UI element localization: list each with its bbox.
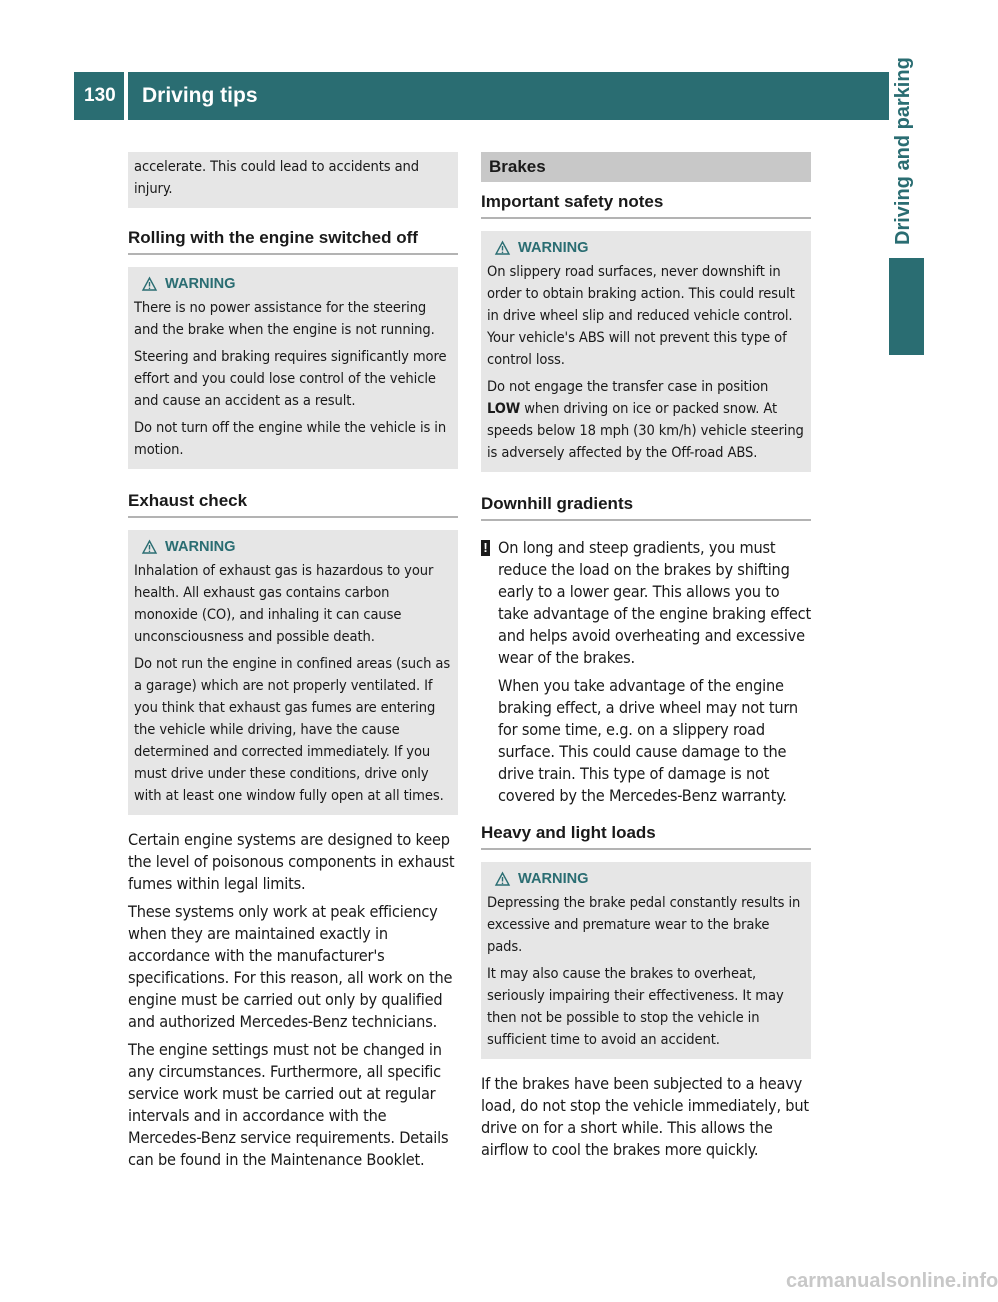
warning-text: On slippery road surfaces, never downshift in order to obtain braking action. This could result in drive wheel slip and reduced vehicle control. Your vehicle's ABS will not prevent this type of control loss. bbox=[487, 263, 795, 368]
warning-header bbox=[487, 868, 805, 890]
heading-safety-notes: Important safety notes bbox=[481, 192, 811, 219]
warning-triangle-icon bbox=[142, 540, 157, 554]
warning-header bbox=[134, 273, 452, 295]
warning-label: WARNING bbox=[165, 539, 236, 555]
warning-box-brakes bbox=[481, 231, 811, 472]
heading-downhill: Downhill gradients bbox=[481, 494, 811, 521]
section-tab-label: Driving and parking bbox=[892, 57, 914, 245]
loads-body bbox=[481, 1073, 811, 1161]
warning-text: Do not run the engine in confined areas (such as a garage) which are not properly ventilated. If you think that exhaust gas fumes are entering the vehicle while driving, have the cause determined and corrected immediately. If you must drive under these conditions, drive only with at least one window fully open at all times. bbox=[134, 655, 451, 804]
warning-triangle-icon bbox=[495, 241, 510, 255]
warning-label: WARNING bbox=[165, 276, 236, 292]
exhaust-body bbox=[128, 829, 458, 1171]
text-pre: Do not engage the transfer case in position bbox=[487, 378, 769, 395]
warning-text: Depressing the brake pedal constantly results in excessive and premature wear to the brake pads. bbox=[487, 894, 801, 955]
chapter-title: Driving tips bbox=[142, 84, 258, 107]
note-downhill bbox=[481, 537, 811, 807]
body-paragraph: The engine settings must not be changed in any circumstances. Furthermore, all specific service work must be carried out at regular intervals and in accordance with the Mercedes-Benz service requirements. Details can be found in the Maintenance Booklet. bbox=[128, 1040, 449, 1169]
body-paragraph: These systems only work at peak efficiency when they are maintained exactly in accordance with the manufacturer's specifications. For this reason, all work on the engine must be carried out only by qualified and authorized Mercedes-Benz technicians. bbox=[128, 902, 453, 1031]
exclamation-icon: ! bbox=[481, 540, 490, 556]
continued-warning-box bbox=[128, 152, 458, 208]
heading-loads: Heavy and light loads bbox=[481, 823, 811, 850]
note-text: When you take advantage of the engine braking effect, a drive wheel may not turn for some time, e.g. on a slippery road surface. This could cause damage to the drive train. This type of damage is not covered by the Mercedes-Benz warranty. bbox=[498, 676, 798, 805]
header-divider bbox=[124, 72, 128, 120]
warning-label: WARNING bbox=[518, 871, 589, 887]
warning-box-rolling bbox=[128, 267, 458, 469]
left-column bbox=[128, 152, 458, 1177]
text-post: when driving on ice or packed snow. At speeds below 18 mph (30 km/h) vehicle steering is adversely affected by the Off-road ABS. bbox=[487, 400, 804, 461]
section-brakes: Brakes bbox=[481, 152, 811, 182]
warning-text: It may also cause the brakes to overheat, seriously impairing their effectiveness. It may then not be possible to stop the vehicle in sufficient time to avoid an accident. bbox=[487, 965, 784, 1048]
page-header bbox=[74, 72, 889, 120]
warning-text: Do not turn off the engine while the vehicle is in motion. bbox=[134, 419, 447, 458]
heading-exhaust: Exhaust check bbox=[128, 491, 458, 518]
heading-rolling: Rolling with the engine switched off bbox=[128, 228, 458, 255]
warning-label: WARNING bbox=[518, 240, 589, 256]
warning-text: There is no power assistance for the steering and the brake when the engine is not running. bbox=[134, 299, 435, 338]
warning-box-loads bbox=[481, 862, 811, 1059]
section-tab-marker bbox=[889, 258, 924, 355]
warning-box-exhaust bbox=[128, 530, 458, 815]
warning-text-low bbox=[487, 376, 805, 464]
page-number: 130 bbox=[84, 85, 116, 106]
keyword-low: LOW bbox=[487, 400, 521, 417]
warning-header bbox=[134, 536, 452, 558]
warning-triangle-icon bbox=[142, 277, 157, 291]
watermark: carmanualsonline.info bbox=[786, 1270, 998, 1292]
body-paragraph: Certain engine systems are designed to keep the level of poisonous components in exhaust fumes within legal limits. bbox=[128, 830, 455, 893]
warning-header bbox=[487, 237, 805, 259]
right-column bbox=[481, 152, 811, 1167]
warning-text: Inhalation of exhaust gas is hazardous to your health. All exhaust gas contains carbon monoxide (CO), and inhaling it can cause unconsciousness and possible death. bbox=[134, 562, 434, 645]
note-text: On long and steep gradients, you must reduce the load on the brakes by shifting early to a lower gear. This allows you to take advantage of the engine braking effect and helps avoid overheating and excessive wear of the brakes. bbox=[498, 538, 811, 667]
warning-triangle-icon bbox=[495, 872, 510, 886]
continued-warning-text: accelerate. This could lead to accidents and injury. bbox=[134, 158, 419, 197]
warning-text: Steering and braking requires significantly more effort and you could lose control of the vehicle and cause an accident as a result. bbox=[134, 348, 447, 409]
body-paragraph: If the brakes have been subjected to a heavy load, do not stop the vehicle immediately, but drive on for a short while. This allows the airflow to cool the brakes more quickly. bbox=[481, 1074, 809, 1159]
